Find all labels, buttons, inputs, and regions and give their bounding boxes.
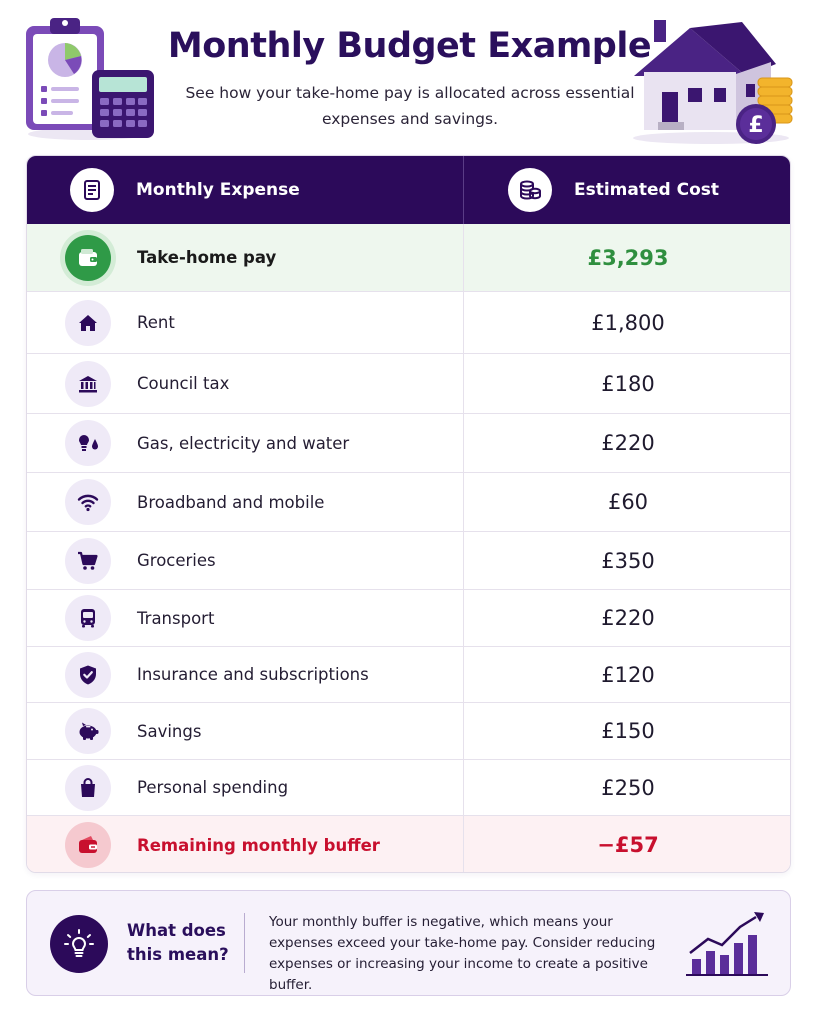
house-icon xyxy=(65,300,111,346)
expense-cell xyxy=(27,760,463,815)
shopping-bag-icon xyxy=(65,765,111,811)
table-header xyxy=(27,156,790,224)
cost-value: £1,800 xyxy=(591,310,665,335)
expense-label: Groceries xyxy=(137,551,216,570)
expense-cell xyxy=(27,703,463,759)
cost-value: £350 xyxy=(601,548,655,573)
table-row xyxy=(27,815,790,873)
piggy-bank-icon xyxy=(65,708,111,754)
expense-label: Savings xyxy=(137,721,202,741)
expense-label: Transport xyxy=(137,608,215,628)
cost-value: −£57 xyxy=(597,833,659,857)
expense-label: Insurance and subscriptions xyxy=(137,665,369,684)
expense-label: Rent xyxy=(137,313,175,332)
document-icon xyxy=(70,168,114,212)
expense-cell xyxy=(27,292,463,353)
column-header-expense xyxy=(27,156,463,224)
expense-cell xyxy=(27,224,463,291)
shield-check-icon xyxy=(65,652,111,698)
expense-cell xyxy=(27,473,463,531)
wallet-icon xyxy=(65,235,111,281)
expense-label: Remaining monthly buffer xyxy=(137,835,380,855)
note-divider xyxy=(244,913,245,973)
cost-value: £180 xyxy=(601,371,655,396)
house-coins-icon xyxy=(626,14,796,146)
table-row xyxy=(27,759,790,815)
cost-value: £150 xyxy=(601,719,655,743)
table-row xyxy=(27,413,790,472)
expense-label: Broadband and mobile xyxy=(137,492,325,512)
expense-cell xyxy=(27,354,463,413)
svg-text:£: £ xyxy=(748,113,764,138)
column-header-cost-label: Estimated Cost xyxy=(574,180,720,200)
cost-value: £220 xyxy=(601,606,655,630)
expense-label: Take-home pay xyxy=(137,248,277,267)
expense-label: Gas, electricity and water xyxy=(137,433,350,453)
coins-icon xyxy=(508,168,552,212)
table-row xyxy=(27,353,790,413)
table-row xyxy=(27,224,790,291)
wifi-icon xyxy=(65,479,111,525)
bulb-drop-icon xyxy=(65,420,111,466)
explanation-note xyxy=(26,890,791,996)
expense-label: Personal spending xyxy=(137,778,289,797)
cost-value: £120 xyxy=(601,662,655,687)
page-title: Monthly Budget Example xyxy=(167,26,652,66)
cost-value: £60 xyxy=(607,490,649,514)
bank-icon xyxy=(65,361,111,407)
expense-cell xyxy=(27,816,463,873)
column-header-expense-label: Monthly Expense xyxy=(136,180,300,200)
table-row xyxy=(27,646,790,702)
column-header-cost xyxy=(464,156,791,224)
budget-table xyxy=(26,155,791,873)
note-question: What does this mean? xyxy=(127,921,229,964)
cost-value: £220 xyxy=(601,431,655,455)
lightbulb-icon xyxy=(50,915,108,973)
note-text: Your monthly buffer is negative, which means your expenses exceed your take-home pay. Consider reducing expenses or increasing your income to create a positive buffer. xyxy=(269,914,656,993)
table-row xyxy=(27,589,790,646)
growth-chart-icon xyxy=(682,909,772,979)
cost-value: £250 xyxy=(601,775,655,800)
table-row xyxy=(27,291,790,353)
expense-cell xyxy=(27,647,463,702)
wallet-negative-icon xyxy=(65,822,111,868)
cost-value: £3,293 xyxy=(587,245,669,270)
table-row xyxy=(27,472,790,531)
expense-cell xyxy=(27,414,463,472)
table-row xyxy=(27,531,790,589)
expense-cell xyxy=(27,532,463,589)
table-row xyxy=(27,702,790,759)
header xyxy=(0,0,819,150)
page-subtitle: See how your take-home pay is allocated across essential expenses and savings. xyxy=(185,84,635,128)
expense-cell xyxy=(27,590,463,646)
expense-label: Council tax xyxy=(137,374,230,393)
cart-icon xyxy=(65,538,111,584)
bus-icon xyxy=(65,595,111,641)
